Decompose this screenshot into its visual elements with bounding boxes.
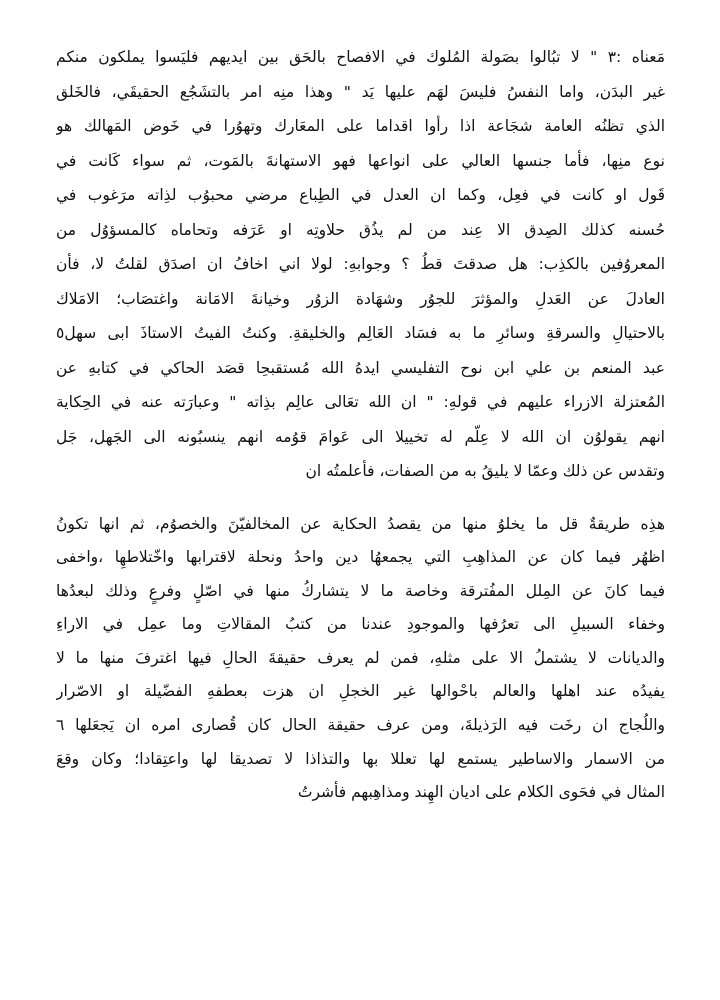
text-line: من الاسمار والاساطير يستمع لها تعللا بها والتذاذا لا تصديقا لها واعتِقادا؛ وكان وقعَ: [56, 749, 665, 768]
text-line: انهم يقولوُن ان الله لا عِلّم له تخييلا الى عَوامَ قوُمه انهم ينسبُونه الى الجَهل، جَل: [56, 427, 665, 446]
document-text: [56, 40, 665, 810]
text-line: اظهُر فيما كان عن المذاهِبِ التي يجمعهُا دين واحدُ ونحلة لاقترابها واخّتلاطهِا ،واخفى: [56, 548, 665, 567]
text-line: واللُجاج ان رخَت فيه الرَذيلةَ، ومن عرف حقيقة الحال كان قُصارى امره ان يَجعَلها ٦: [56, 716, 665, 735]
text-line: نوع منِها، فأما جنسها العالي على انواعها فهو الاستهانةَ بالمَوت، ثم سواء كَانت في: [56, 151, 665, 170]
text-line: قَول او كانت في فعِل، وكما ان العدل في الطِباع مرضي محبوُب لذِاته مرَغوب في: [56, 186, 665, 204]
text-line: يفيدُه عند اهلها والعالم باحْوالها غير الخجلِ ان هزت بعطفهِ الفضّيلة او الاصّرار: [56, 682, 665, 701]
text-line: عبد المنعم بن علي ابن نوح التفليسي ايدهُ الله مُستقبحِا قصَد الحاكي في كتابهِ عن: [56, 358, 665, 377]
text-line: المعروُفين بالكذِب: هل صدقتَ قطُ ؟ وجوابهِ: لولا اني اخافُ ان اصدَق لقلتُ لا، فأن: [56, 255, 665, 273]
text-line: مَعناه :٣ " لا تبُالوا بصَولة المُلوك في الافصاح بالحَق بين ايديهم فليَسوا يملكون منكم: [56, 48, 665, 66]
text-line: والديانات لا يشتملُ الا على مثلهِ، فمن لم يعرف حقيقةَ الحالِ فيها اغترفَ منها ما لا: [56, 648, 665, 667]
paragraph-1: [56, 40, 665, 489]
text-line: هذِه طريقةٌ قل ما يخلوُ منها من يقصدُ الحكاية عن المخالفيّنَ والخصوُم، ثم انها تكونُ: [56, 514, 665, 533]
text-line: حُسنه كذلك الصِدق الا عِند من لم يذُق حلاوتِه او عَرَفه وتحاماه كالمسؤوُل من: [56, 220, 665, 239]
paragraph-2: [56, 508, 665, 810]
text-line: وتقدس عن ذلك وعمّا لا يليقُ به من الصفات، فأعلمتُه ان: [305, 462, 665, 480]
text-line: بالاحتيالِ والسرقةِ وسائرِ ما به فسَاد العَالِم والخليقةِ. وكنتُ الفيتُ الاستاذَ ابى سهل٥: [56, 324, 665, 342]
text-line: المُعتزلة الازراء عليهم في قولهِ: " ان الله تعَالى عالِم بذِاته " وعبارَته عنه في الحِكاية: [56, 393, 665, 411]
text-line: المثال في فحَوى الكلام على اديان الهِند ومذاهِبهم فأشرتُ: [297, 783, 665, 802]
text-line: فيما كانَ عن المِلل المفُترقة وخاصة ما لا يتشاركُ منها في اصّلٍ وفرعٍ وذلك لبعدُها: [56, 581, 665, 600]
text-line: وخفاء السبيلِ الى تعرُفها والموجودِ عندنا من كتبُ المقالاتِ وما عمِل في الاراءِ: [56, 615, 665, 634]
text-line: الذي تظنُه العامة شجَاعة اذا رأوا اقداما على المعَارك وتهوُرا في خَوض المَهالك هو: [56, 117, 665, 135]
text-line: غير البدَن، واما النفسُ فليسَ لهَم عليها يَد " وهذا منِه امر بالتشَجُع الحقيقَي، فالخَلق: [56, 82, 665, 101]
text-line: العادلَ عن العَدلِ والمؤثرَ للجوُر وشهَادة الزوُر وخيانةَ الامَانة واغتصَاب؛ الامَلاك: [56, 289, 665, 308]
